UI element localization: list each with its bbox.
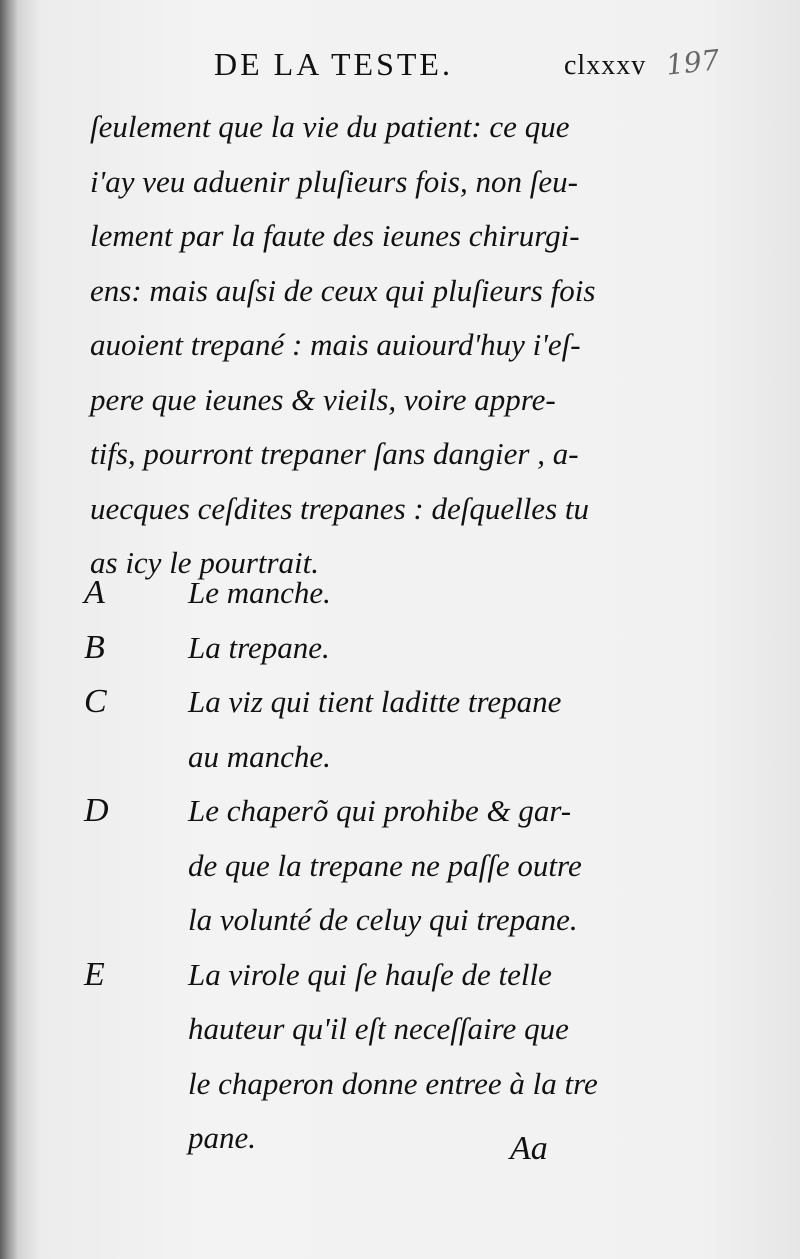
text-line: pere que ieunes & vieils, voire appre-: [90, 381, 556, 417]
legend-line: Le manche.: [188, 575, 331, 610]
figure-legend: [84, 566, 704, 1166]
text-line: auoient trepané : mais auiourd'huy i'eſ-: [90, 327, 581, 362]
text-line: i'ay veu aduenir pluſieurs fois, non ſeu-: [90, 163, 578, 199]
legend-line: au manche.: [188, 738, 331, 774]
text-line: ſeulement que la vie du patient: ce que: [90, 109, 570, 144]
legend-item-e: [84, 948, 704, 1166]
legend-letter: C: [84, 683, 107, 720]
page-gutter-shadow: [0, 0, 18, 1259]
legend-line: pane.: [188, 1120, 257, 1155]
legend-line: La viz qui tient laditte trepane: [188, 684, 562, 719]
legend-line: de que la trepane ne paſſe outre: [188, 847, 582, 883]
text-line: uecques ceſdites trepanes : deſquelles tu: [90, 490, 589, 526]
legend-line: hauteur qu'il eſt neceſſaire que: [188, 1011, 569, 1046]
text-line: lement par la faute des ieunes chirurgi-: [90, 218, 580, 253]
legend-item-c: [84, 675, 704, 784]
text-line: as icy le pourtrait.: [90, 545, 320, 580]
legend-line: la volunté de celuy qui trepane.: [188, 902, 578, 937]
handwritten-page-number: 197: [664, 43, 722, 82]
legend-letter: A: [84, 574, 105, 611]
legend-letter: E: [84, 955, 105, 993]
folio-number: clxxxv: [564, 50, 647, 81]
legend-line: le chaperon donne entree à la tre: [188, 1065, 598, 1101]
catchword: Aa: [510, 1130, 548, 1167]
legend-letter: B: [84, 628, 105, 666]
legend-item-b: [84, 621, 704, 676]
legend-letter: D: [84, 792, 109, 829]
legend-line: Le chaperõ qui prohibe & gar-: [188, 793, 572, 828]
page-header: [214, 43, 734, 86]
legend-line: La trepane.: [188, 629, 330, 665]
running-title: DE LA TESTE.: [214, 46, 453, 82]
legend-item-a: [84, 566, 704, 621]
text-line: tifs, pourront trepaner ſans dangier , a-: [90, 436, 579, 471]
legend-line: La virole qui ſe hauſe de telle: [188, 956, 552, 992]
body-paragraph: [90, 100, 690, 591]
legend-item-d: [84, 784, 704, 948]
text-line: ens: mais auſsi de ceux qui pluſieurs fois: [90, 272, 596, 308]
